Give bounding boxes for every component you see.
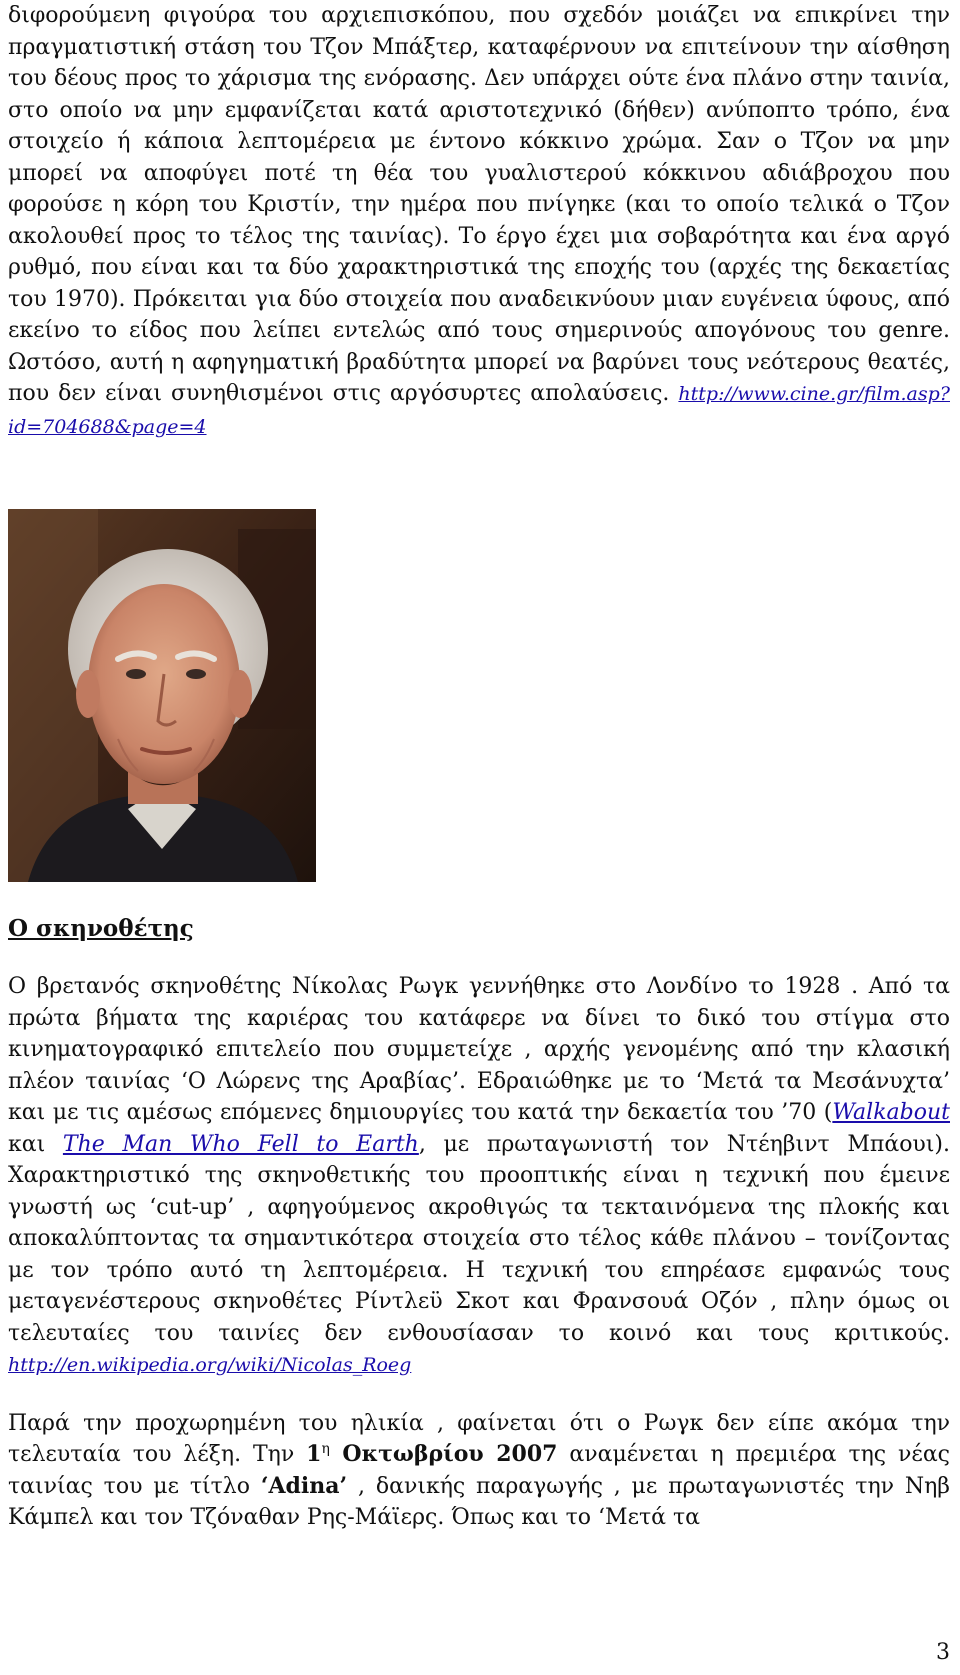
paragraph-director-bio [8, 971, 950, 1382]
bio-text-part3: , με πρωταγωνιστή τον Ντέηβιντ Μπάουι). Χαρακτηριστικό της σκηνοθετικής του προοπτικής είναι η τεχνική που έμεινε γνωστή ως ‘cut-up’ , αφηγούμενος ακροθιγώς τα τεκταινόμενα της πλοκής και αποκαλύπτοντας τα σημαντικότερα στοιχεία στο τέλος κάθε πλάνου – τονίζοντας με τον τρόπο αυτό τη λεπτομέρεια. Η τεχνική του επηρέασε εμφανώς τους μεταγενέστερους σκηνοθέτες Ρίντλεϋ Σκοτ και Φρανσουά Οζόν , πλην όμως οι τελευταίες του ταινίες δεν ενθουσίασαν το κοινό και τους κριτικούς. [8, 1131, 951, 1346]
premiere-date-month: Οκτωβρίου 2007 [329, 1441, 558, 1467]
new-film-text-part2: αναμένεται η πρεμιέρα της νέας ταινίας του με τίτλο [8, 1442, 950, 1499]
paragraph-film-review [8, 0, 950, 443]
director-portrait-image [8, 509, 316, 882]
source-link-cine[interactable]: http://www.cine.gr/film.asp?id=704688&page=4 [8, 383, 950, 438]
source-link-wikipedia[interactable]: http://en.wikipedia.org/wiki/Nicolas_Roeg [8, 1354, 412, 1376]
document-page [8, 0, 950, 1534]
director-photo [8, 509, 316, 882]
paragraph-text: διφορούμενη φιγούρα του αρχιεπισκόπου, που σχεδόν μοιάζει να επικρίνει την πραγματιστική στάση του Τζον Μπάξτερ, καταφέρνουν να επιτείνουν την αίσθηση του δέους προς το χάρισμα της ενόρασης. Δεν υπάρχει ούτε ένα πλάνο στην ταινία, στο οποίο να μην εμφανίζεται κατά αριστοτεχνικό (δήθεν) ανύποπτο τρόπο, ένα στοιχείο ή κάποια λεπτομέρεια με έντονο κόκκινο χρώμα. Σαν ο Τζον να μην μπορεί να αποφύγει ποτέ τη θέα του γυαλιστερού κόκκινου αδιάβροχου που φορούσε η κόρη του Κριστίν, την ημέρα που πνίγηκε (και το οποίο τελικά ο Τζον ακολουθεί προς το τέλος της ταινίας). Το έργο έχει μια σοβαρότητα και ένα αργό ρυθμό, που είναι και τα δύο χαρακτηριστικά της εποχής του (αρχές της δεκαετίας του 1970). Πρόκειται για δύο στοιχεία που αναδεικνύουν μιαν ευγένεια ύφους, από εκείνο το είδος που λείπει εντελώς από τους σημερινούς απογόνους του genre. Ωστόσο, αυτή η αφηγηματική βραδύτητα μπορεί να βαρύνει τους νεότερους θεατές, που δεν είναι συνηθισμένοι στις αργόσυρτες απολαύσεις. [8, 3, 950, 406]
page-number: 3 [936, 1640, 950, 1665]
new-film-text-part1: Παρά την προχωρημένη του ηλικία , φαίνεται ότι ο Ρωγκ δεν είπε ακόμα την τελευταία του λέξη. Την [8, 1410, 950, 1467]
paragraph-new-film [8, 1408, 950, 1534]
link-walkabout[interactable]: Walkabout [832, 1100, 950, 1125]
section-heading-director: Ο σκηνοθέτης [8, 915, 194, 942]
link-man-who-fell-to-earth[interactable]: The Man Who Fell to Earth [62, 1131, 419, 1157]
premiere-date-suffix: η [321, 1441, 330, 1457]
film-title-adina: ‘Adina’ [260, 1472, 348, 1499]
bio-text-part2: και [8, 1131, 63, 1157]
new-film-text-part3: , δανικής παραγωγής , με πρωταγωνιστές την Νηβ Κάμπελ και τον Τζόναθαν Ρης-Μάϊερς. Όπως και το ‘Μετά τα [8, 1473, 950, 1530]
bio-text-part1: Ο βρετανός σκηνοθέτης Νίκολας Ρωγκ γεννήθηκε στο Λονδίνο το 1928 . Από τα πρώτα βήματα της καριέρας του κατάφερε να δίνει το δικό του στίγμα στο κινηματογραφικό επιτελείο που συμμετείχε , αρχής γενομένης από την κλασική πλέον ταινίας ‘Ο Λώρενς της Αραβίας’. Εδραιώθηκε με το ‘Μετά τα Μεσάνυχτα’ και με τις αμέσως επόμενες δημιουργίες του κατά την δεκαετία του ’70 ( [8, 974, 950, 1125]
premiere-date-day: 1 [306, 1441, 322, 1467]
